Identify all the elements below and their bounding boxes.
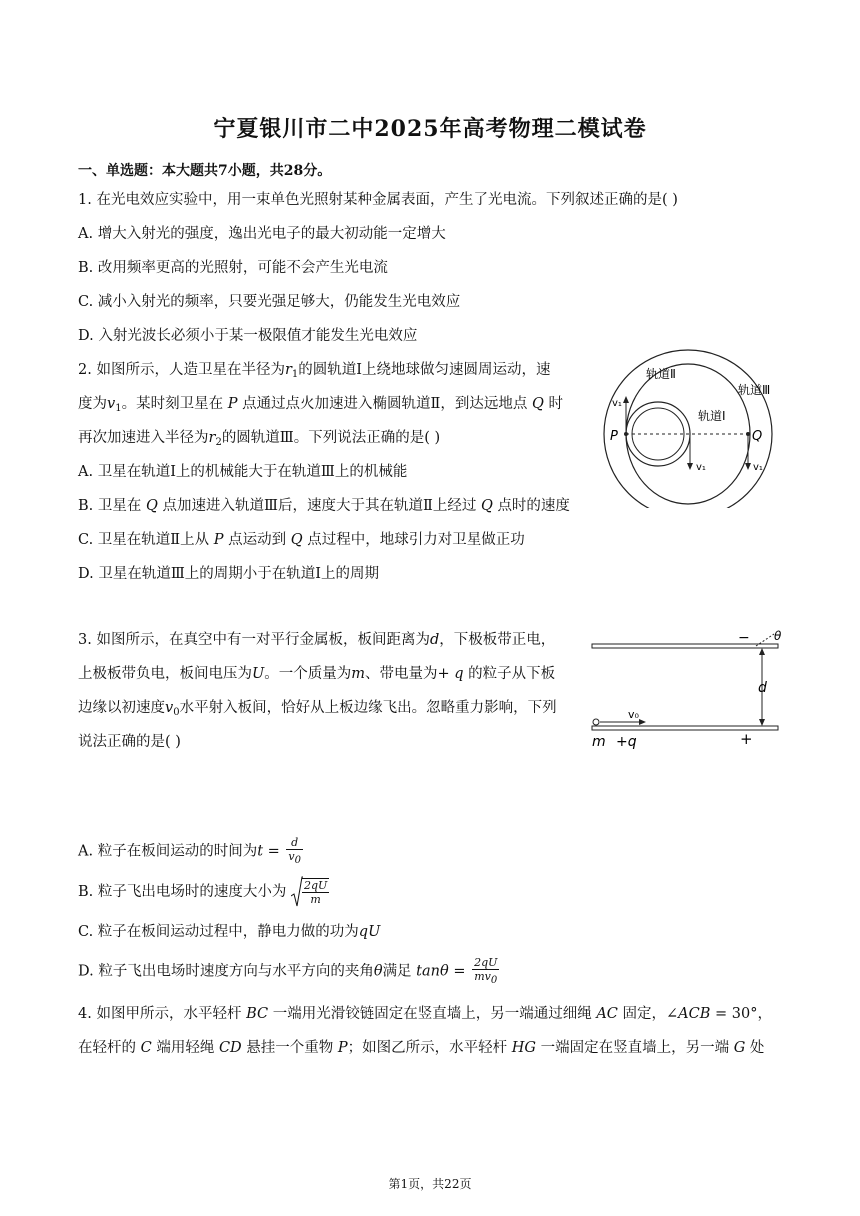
q1-option-b: B. 改用频率更高的光照射，可能不会产生光电流 xyxy=(78,260,388,276)
q2-option-c: C. 卫星在轨道Ⅱ上从 P 点运动到 Q 点过程中，地球引力对卫星做正功 xyxy=(78,532,525,548)
q3-stem-line2: 上极板带负电，板间电压为U。一个质量为m、带电量为+ q 的粒子从下板 xyxy=(78,666,556,682)
q2-option-d: D. 卫星在轨道Ⅲ上的周期小于在轨道Ⅰ上的周期 xyxy=(78,566,380,582)
v1-label-mid: v₁ xyxy=(696,462,706,473)
plates-figure xyxy=(588,628,788,756)
q4-stem-line2: 在轻杆的 C 端用轻绳 CD 悬挂一个重物 P；如图乙所示，水平轻杆 HG 一端固定在竖直墙上，另一端 G 处 xyxy=(78,1040,765,1056)
d-arrow-bottom xyxy=(759,719,765,726)
v1-arrowhead-mid xyxy=(687,463,693,470)
q3-option-a: A. 粒子在板间运动的时间为t = $\frac{d}{v_0}$ xyxy=(78,836,301,866)
orbit1-label: 轨道Ⅰ xyxy=(698,409,726,423)
q1-stem: 1. 在光电效应实验中，用一束单色光照射某种金属表面，产生了光电流。下列叙述正确的是( ) xyxy=(78,192,678,208)
v1-label-right: v₁ xyxy=(753,462,763,473)
v0-label: v₀ xyxy=(628,708,639,721)
plus-sign: + xyxy=(740,730,753,748)
q-label: +q xyxy=(616,734,637,750)
page-title: 宁夏银川市二中2025年高考物理二模试卷 xyxy=(213,116,647,142)
q1-option-a: A. 增大入射光的强度，逸出光电子的最大初动能一定增大 xyxy=(78,226,446,242)
m-label: m xyxy=(592,734,606,750)
q3-stem-line1: 3. 如图所示，在真空中有一对平行金属板，板间距离为d，下极板带正电， xyxy=(78,632,556,648)
sqrt-expression: $\frac{2qU}{m}$ xyxy=(291,876,329,908)
orbit3-label: 轨道Ⅲ xyxy=(738,383,771,397)
theta-label: θ xyxy=(774,629,782,643)
page-footer: 第1页，共22页 xyxy=(388,1177,472,1191)
q2-stem-line3: 再次加速进入半径为$r_2$的圆轨道Ⅲ。下列说法正确的是( ) xyxy=(78,430,441,448)
d-arrow-top xyxy=(759,648,765,655)
q3-stem-line3: 边缘以初速度$v_0$水平射入板间，恰好从上板边缘飞出。忽略重力影响，下列 xyxy=(78,700,557,718)
fraction-tan: $\frac{2qU}{mv_0}$ xyxy=(474,956,498,986)
q2-option-b: B. 卫星在 Q 点加速进入轨道Ⅲ后，速度大于其在轨道Ⅱ上经过 Q 点时的速度 xyxy=(78,498,570,514)
q1-option-c: C. 减小入射光的频率，只要光强足够大，仍能发生光电效应 xyxy=(78,294,461,310)
q3-option-c: C. 粒子在板间运动过程中，静电力做的功为qU xyxy=(78,924,381,940)
upper-plate xyxy=(592,644,778,648)
orbit-figure xyxy=(590,348,790,508)
v1-arrowhead-right xyxy=(745,463,751,470)
v1-arrowhead-left xyxy=(623,396,629,403)
q3-option-b: B. 粒子飞出电场时的速度大小为 $\frac{2qU}{m}$ xyxy=(78,876,329,908)
fraction-d-over-v0: $\frac{d}{v_0}$ xyxy=(288,836,301,866)
q4-stem-line1: 4. 如图甲所示，水平轻杆 BC 一端用光滑铰链固定在竖直墙上，另一端通过细绳 AC 固定，∠ACB = 30°， xyxy=(78,1006,772,1022)
orbit-3-circle xyxy=(604,350,772,508)
q2-stem-line1: 2. 如图所示，人造卫星在半径为$r_1$的圆轨道Ⅰ上绕地球做匀速圆周运动，速 xyxy=(78,362,551,380)
d-label: d xyxy=(758,680,767,696)
v1-label-left: v₁ xyxy=(612,398,622,409)
q1-option-d: D. 入射光波长必须小于某一极限值才能发生光电效应 xyxy=(78,328,418,344)
q2-option-a: A. 卫星在轨道Ⅰ上的机械能大于在轨道Ⅲ上的机械能 xyxy=(78,464,408,480)
orbit2-label: 轨道Ⅱ xyxy=(646,367,676,381)
q3-stem-line4: 说法正确的是( ) xyxy=(78,734,181,750)
minus-sign: − xyxy=(738,630,750,646)
v0-arrowhead xyxy=(639,719,646,725)
point-p-label: P xyxy=(610,429,618,444)
particle xyxy=(593,719,599,725)
q2-stem-line2: 度为$v_1$。某时刻卫星在 P 点通过点火加速进入椭圆轨道Ⅱ，到达远地点 Q 时 xyxy=(78,396,564,414)
point-q-label: Q xyxy=(752,429,763,444)
q3-option-d: D. 粒子飞出电场时速度方向与水平方向的夹角θ满足 tanθ = $\frac{2qU}{mv_0}$ xyxy=(78,956,498,986)
section-heading: 一、单选题：本大题共7小题，共28分。 xyxy=(78,163,332,179)
